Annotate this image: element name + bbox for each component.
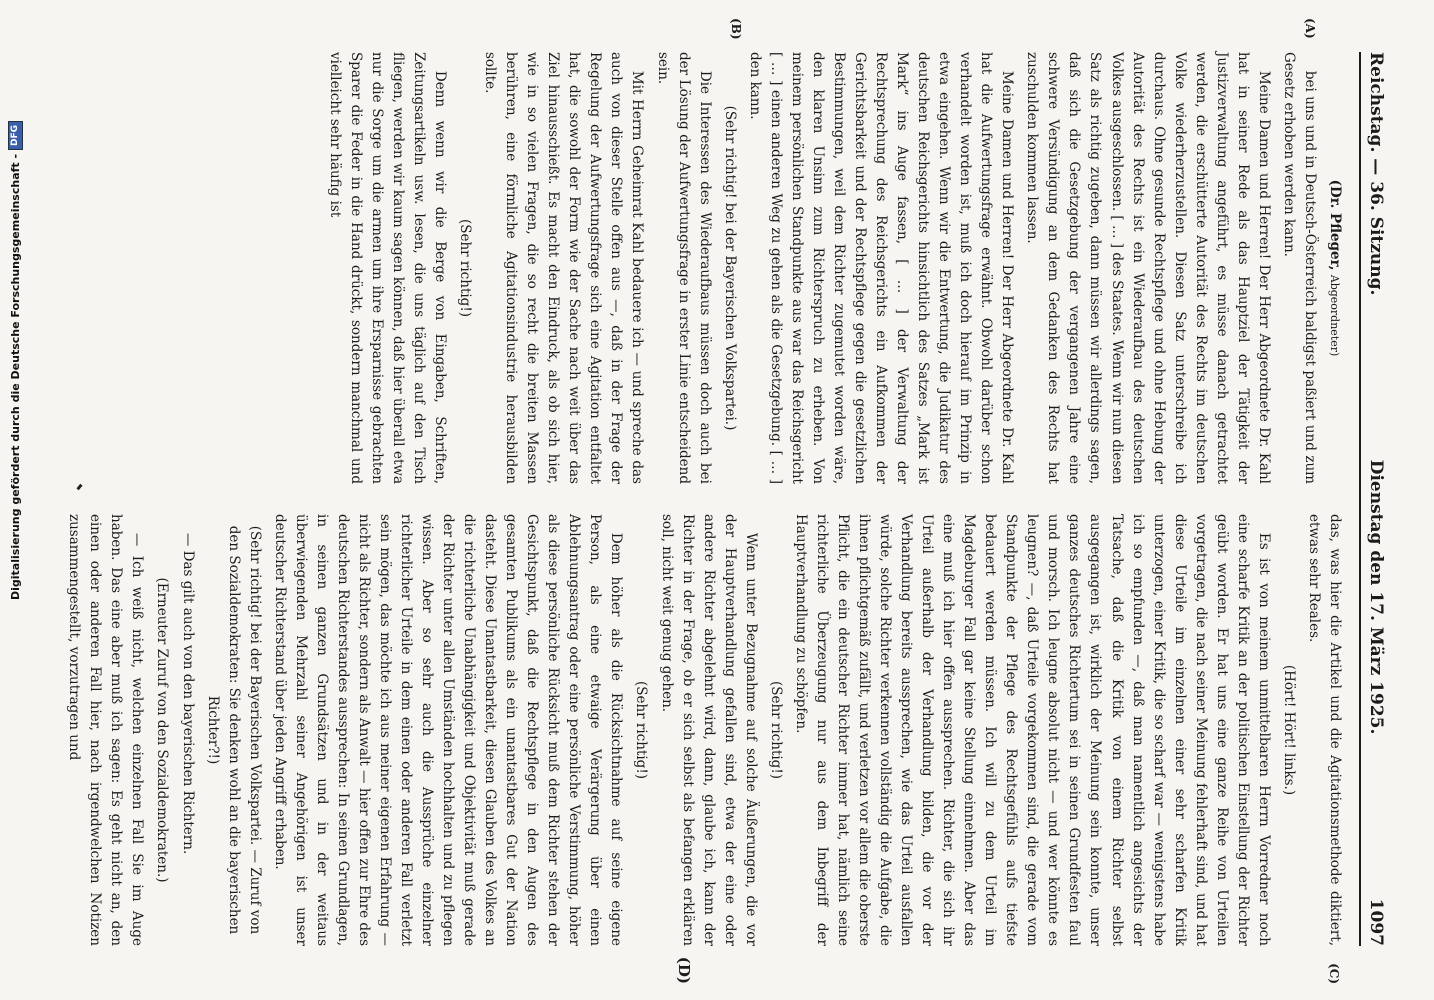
interjection: (Sehr richtig! bei der Bayerischen Volkspartei.) <box>721 105 738 431</box>
paragraph: — Ich weiß nicht, welchen einzelnen Fall Sie im Auge haben. Das eine aber muß ich sagen: Es geht nicht an, den einen oder anderen Fall hier, nach irgendwelchen Notizen zusammengestellt, vorzutragen und <box>66 514 146 946</box>
page-header <box>1359 52 1386 946</box>
margin-mark-b: (B) <box>729 18 743 40</box>
speaker-name: (Dr. Pfleger, <box>1327 179 1343 271</box>
paragraph: Meine Damen und Herren! Der Herr Abgeordnete Dr. Kahl hat in seiner Rede als das Hauptziel der Tätigkeit der Justizverwaltung angeführt, es müsse danach getrachtet werden, die erschütterte Autorität des Rechts im deutschen Volke wiederherzustellen. Diesen Satz unterschreibe ich durchaus. Ohne gesunde Rechtspflege und ohne Hebung der Autorität des Rechts ist ein Wiederaufbau des deutschen Volkes ausgeschlossen. [ … ] des Staates. Wenn wir nun diesen Satz als richtig zugeben, dann müssen wir allerdings sagen, daß sich die Gesetzgebung der vergangenen Jahre eine schwere Versündigung an dem Gedanken des Rechts hat zuschulden kommen lassen. <box>1024 52 1272 484</box>
paragraph: Die Interessen des Wiederaufbaus müssen doch auch bei der Lösung der Aufwertungsfrage in erster Linie entscheidend sein. <box>654 52 713 484</box>
dfg-logo: DFG <box>8 121 23 150</box>
margin-mark-a: (A) <box>1303 18 1317 39</box>
page-number: 1097 <box>1366 898 1386 946</box>
paragraph: Dem höher als die Rücksichtnahme auf seine eigene Person, als eine etwaige Verärgerung über einen Ablehnungsantrag oder eine persönliche Verstimmung, höher als diese persönliche Rücksicht muß dem Richter stehen der Gesichtspunkt, daß die Rechtspflege in den Augen des gesamten Publikums als ein unantastbares Gut der Nation dasteht. Diese Unantastbarkeit, diesen Glauben des Volkes an die richterliche Unabhängigkeit und Objektivität muß gerade der Richter unter allen Umständen hochhalten und zu pflegen wissen. Aber so sehr auch die Aussprüche einzelner richterlicher Urteile in dem einen oder anderen Fall verletzt sein mögen, das möchte ich aus meiner eigenen Erfahrung — nicht als Richter, sondern als Anwalt — hier offen zur Ehre des deutschen Richterstandes aussprechen: In seinen Grundlagen, in seinen ganzen Grundsätzen und in der weitaus überwiegenden Mehrzahl seiner Angehörigen ist unser deutscher Richterstand über jeden Angriff erhaben. <box>271 514 625 946</box>
paragraph: — Das gilt auch von den bayerischen Richtern. <box>179 532 196 855</box>
text-columns <box>55 18 1345 984</box>
margin-mark-c: (C) <box>1327 963 1341 984</box>
paragraph: das, was hier die Artikel und die Agitationsmethode diktiert, etwas sehr Reales. <box>1305 514 1343 946</box>
header-date: Dienstag den 17. März 1925. <box>1366 459 1386 735</box>
paragraph: Es ist von meinem unmittelbaren Herrn Vorredner noch eine scharfe Kritik an der politischen Einstellung der Richter geübt worden. Er hat uns eine ganze Reihe von Urteilen vorgetragen, die nach seiner Meinung fehlerhaft sind, und hat diese Urteile im einzelnen einer sehr scharfen Kritik unterzogen, einer Kritik, die so scharf war — wenigstens habe ich so empfunden —, daß man namentlich angesichts der Tatsache, daß die Kritik von einem Richter selbst ausgegangen ist, wirklich der Meinung sein konnte, unser ganzes deutsches Richtertum sei in seinen Grundfesten faul und morsch. Ich leugne absolut nicht — und wer könnte es leugnen? —, daß Urteile vorgekommen sind, die gerade vom Standpunkte der Pflege des Rechtsgefühls aufs tiefste bedauert werden müssen. Ich will zu dem Urteil im Magdeburger Fall gar keine Stellung einnehmen. Aber das eine muß ich hier offen aussprechen. Richter, die sich ihr Urteil außerhalb der Verhandlung bilden, die vor der Verhandlung bereits aussprechen, wie das Urteil ausfallen würde, solche Richter verkennen vollständig die Aufgabe, die ihnen pflichtgemäß zufällt, und verletzen vor allem die oberste Pflicht, die ein deutscher Richter immer hat, nämlich seine richterliche Überzeugung nur aus dem Inbegriff der Hauptverhandlung zu schöpfen. <box>792 514 1272 946</box>
paragraph: Denn wenn wir die Berge von Eingaben, Schriften, Zeitungsartikeln usw. lesen, die uns täglich auf den Tisch fliegen, werden wir kaum sagen können, daß hier überall etwa nur die Sorge um die armen um ihre Ersparnisse gebrachten Sparer die Feder in die Hand drückt, sondern manchmal und vielleicht sehr häufig ist <box>326 52 449 484</box>
left-column <box>55 18 1345 484</box>
interjection: (Erneuter Zuruf von den Sozialdemokraten.) <box>154 577 171 883</box>
credit-text: Digitalisierung gefördert durch die Deutsche Forschungsgemeinschaft - <box>8 153 22 600</box>
header-session: Reichstag. — 36. Sitzung. <box>1366 52 1386 296</box>
interjection: (Sehr richtig!) <box>457 218 474 318</box>
interjection: (Sehr richtig!) <box>767 680 784 780</box>
interjection: (Sehr richtig!) <box>633 680 650 780</box>
speaker-role: Abgeordneter) <box>1328 274 1341 357</box>
paragraph: Mit Herrn Geheimrat Kahl bedauere ich — und spreche das auch von dieser Stelle offen aus —, daß in der Frage der Regelung der Aufwertungsfrage sich eine Agitation entfaltet hat, die sowohl der Form wie der Sache nach weit über das Ziel hinausschießt. Es macht den Eindruck, als ob sich hier, wie in so vielen Fragen, die so recht die breiten Massen berühren, eine förmliche Agitationsindustrie herausbilden sollte. <box>482 52 646 484</box>
paragraph: bei uns und in Deutsch-Österreich baldigst paßiert und zum Gesetz erhoben werden kann. <box>1280 52 1318 484</box>
interjection: (Hört! Hört! links.) <box>1280 664 1297 796</box>
digitization-credit <box>4 124 26 600</box>
paragraph: Wenn unter Bezugnahme auf solche Äußerungen, die vor der Hauptverhandlung gefallen sind, etwa der eine oder andere Richter abgelehnt wird, dann, glaube ich, kann der Richter in der Frage, ob er sich selbst als befangen erklären soll, nicht weit genug gehen. <box>658 514 759 946</box>
speaker-line <box>1324 52 1345 484</box>
paragraph: Meine Damen und Herren! Der Herr Abgeordnete Dr. Kahl hat die Aufwertungsfrage erwähnt. Obwohl darüber schon verhandelt worden ist, muß ich doch hierauf im Prinzip in etwa eingehen. Wenn wir die Entwertung, die Judikatur des deutschen Reichsgerichts hinsichtlich des Satzes „Mark ist Mark“ ins Auge fassen, [ … ] der Verwaltung der Rechtsprechung des Reichsgerichts ein Aufkommen der Gerichtsbarkeit und der Rechtspflege gegen die gesetzlichen Bestimmungen, weil dem Richter zugemutet worden wäre, den klaren Unsinn zum Richterspruch zu erheben. Von meinem persönlichen Standpunkte aus war das Reichsgericht [ … ] einen anderen Weg zu gehen als die Gesetzgebung. [ … ] den kann. <box>746 52 1016 484</box>
margin-mark-d: (D) <box>675 956 693 984</box>
right-column <box>55 514 1345 984</box>
interjection: (Sehr richtig! bei der Bayerischen Volkspartei. — Zuruf von den Sozialdemokraten: Sie denken wohl an die bayerischen Richter?!) <box>204 525 263 935</box>
